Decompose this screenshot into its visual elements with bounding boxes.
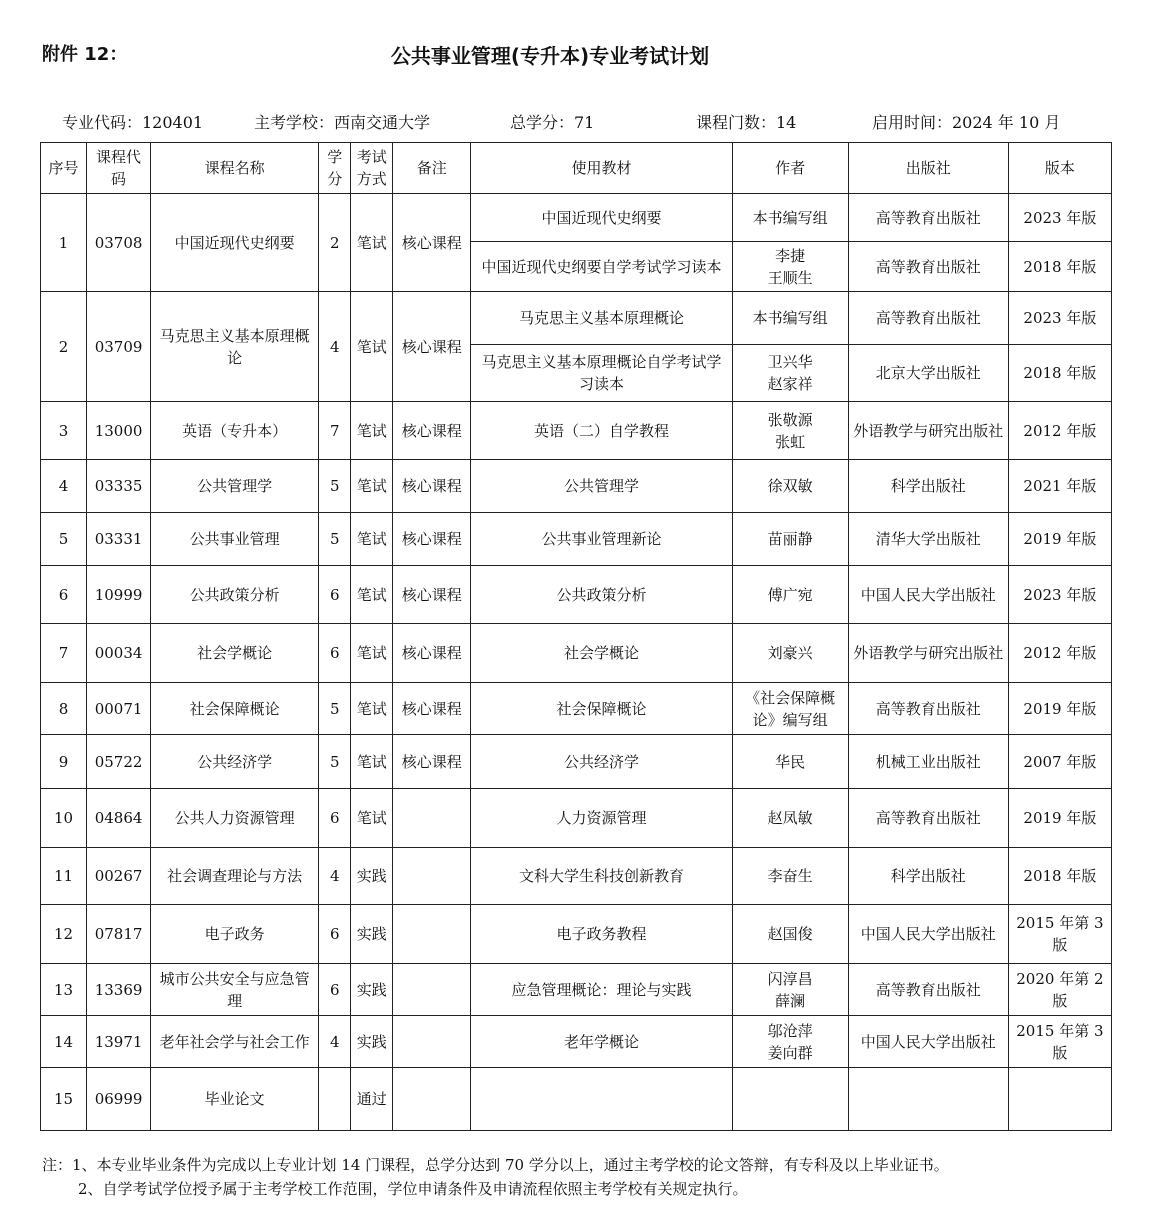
header-exam: 考试方式 (351, 143, 393, 194)
textbook-title: 公共经济学 (471, 735, 732, 789)
textbook-publisher: 科学出版社 (848, 460, 1008, 513)
course-credit: 6 (319, 566, 351, 624)
course-seq: 13 (41, 964, 87, 1016)
header-remark: 备注 (393, 143, 471, 194)
course-credit: 6 (319, 905, 351, 964)
textbook-edition: 2007 年版 (1008, 735, 1111, 789)
course-seq: 5 (41, 513, 87, 566)
course-credit: 6 (319, 964, 351, 1016)
course-seq: 12 (41, 905, 87, 964)
exam-method: 笔试 (351, 735, 393, 789)
course-credit: 5 (319, 683, 351, 735)
course-name: 英语（专升本） (151, 402, 319, 460)
course-remark (393, 905, 471, 964)
textbook-author: 张敬源 张虹 (732, 402, 848, 460)
textbook-publisher: 高等教育出版社 (848, 964, 1008, 1016)
course-credit: 5 (319, 513, 351, 566)
textbook-author: 卫兴华 赵家祥 (732, 345, 848, 402)
course-name: 公共政策分析 (151, 566, 319, 624)
textbook-title: 应急管理概论：理论与实践 (471, 964, 732, 1016)
course-remark: 核心课程 (393, 624, 471, 683)
textbook-author: 徐双敏 (732, 460, 848, 513)
exam-method: 笔试 (351, 624, 393, 683)
table-row (41, 460, 1112, 513)
total-credits: 总学分：71 (510, 113, 595, 132)
textbook-author (732, 1068, 848, 1131)
course-remark: 核心课程 (393, 292, 471, 402)
host-school: 主考学校：西南交通大学 (254, 113, 431, 132)
course-credit: 5 (319, 735, 351, 789)
textbook-publisher: 科学出版社 (848, 848, 1008, 905)
header-credit: 学分 (319, 143, 351, 194)
course-seq: 14 (41, 1016, 87, 1068)
textbook-edition (1008, 1068, 1111, 1131)
course-name: 公共人力资源管理 (151, 789, 319, 848)
textbook-author: 赵凤敏 (732, 789, 848, 848)
course-seq: 6 (41, 566, 87, 624)
textbook-publisher (848, 1068, 1008, 1131)
course-seq: 9 (41, 735, 87, 789)
header-code: 课程代码 (87, 143, 151, 194)
exam-method: 笔试 (351, 683, 393, 735)
course-name: 毕业论文 (151, 1068, 319, 1131)
exam-method: 笔试 (351, 513, 393, 566)
textbook-title: 社会保障概论 (471, 683, 732, 735)
course-seq: 1 (41, 194, 87, 292)
textbook-author: 本书编写组 (732, 292, 848, 345)
textbook-author: 邬沧萍 姜向群 (732, 1016, 848, 1068)
course-code: 00034 (87, 624, 151, 683)
exam-method: 笔试 (351, 194, 393, 292)
course-remark: 核心课程 (393, 566, 471, 624)
course-seq: 2 (41, 292, 87, 402)
textbook-edition: 2020 年第 2 版 (1008, 964, 1111, 1016)
textbook-publisher: 机械工业出版社 (848, 735, 1008, 789)
textbook-edition: 2019 年版 (1008, 683, 1111, 735)
table-header-row (41, 143, 1112, 194)
textbook-author: 闪淳昌 薛澜 (732, 964, 848, 1016)
textbook-edition: 2019 年版 (1008, 513, 1111, 566)
course-code: 13369 (87, 964, 151, 1016)
course-code: 00071 (87, 683, 151, 735)
table-row (41, 905, 1112, 964)
header-seq: 序号 (41, 143, 87, 194)
textbook-title: 电子政务教程 (471, 905, 732, 964)
exam-method: 笔试 (351, 566, 393, 624)
course-name: 社会保障概论 (151, 683, 319, 735)
course-remark: 核心课程 (393, 402, 471, 460)
table-row (41, 1016, 1112, 1068)
table-row (41, 735, 1112, 789)
course-credit: 6 (319, 624, 351, 683)
textbook-publisher: 高等教育出版社 (848, 789, 1008, 848)
header-author: 作者 (732, 143, 848, 194)
textbook-title: 马克思主义基本原理概论 (471, 292, 732, 345)
note-2: 2、自学考试学位授予属于主考学校工作范围，学位申请条件及申请流程依照主考学校有关规定执行。 (78, 1180, 748, 1198)
course-seq: 15 (41, 1068, 87, 1131)
textbook-edition: 2018 年版 (1008, 242, 1111, 292)
course-remark: 核心课程 (393, 460, 471, 513)
course-credit: 7 (319, 402, 351, 460)
exam-method: 笔试 (351, 789, 393, 848)
textbook-publisher: 中国人民大学出版社 (848, 905, 1008, 964)
course-remark (393, 1016, 471, 1068)
textbook-publisher: 高等教育出版社 (848, 194, 1008, 242)
exam-plan-table (40, 142, 1112, 1131)
exam-method: 笔试 (351, 460, 393, 513)
course-name: 社会学概论 (151, 624, 319, 683)
course-name: 城市公共安全与应急管理 (151, 964, 319, 1016)
start-date: 启用时间：2024 年 10 月 (872, 113, 1061, 132)
course-code: 03335 (87, 460, 151, 513)
note-1: 注：1、本专业毕业条件为完成以上专业计划 14 门课程，总学分达到 70 学分以上，通过主考学校的论文答辩，有专科及以上毕业证书。 (42, 1156, 949, 1174)
textbook-publisher: 北京大学出版社 (848, 345, 1008, 402)
textbook-author: 李捷 王顺生 (732, 242, 848, 292)
textbook-author: 赵国俊 (732, 905, 848, 964)
textbook-author: 华民 (732, 735, 848, 789)
table-body (41, 194, 1112, 1131)
course-code: 13971 (87, 1016, 151, 1068)
attachment-label: 附件 12： (42, 44, 128, 65)
course-seq: 10 (41, 789, 87, 848)
exam-method: 实践 (351, 848, 393, 905)
textbook-publisher: 清华大学出版社 (848, 513, 1008, 566)
exam-method: 实践 (351, 964, 393, 1016)
table-row (41, 513, 1112, 566)
course-name: 公共管理学 (151, 460, 319, 513)
textbook-edition: 2012 年版 (1008, 624, 1111, 683)
course-remark: 核心课程 (393, 194, 471, 292)
course-seq: 7 (41, 624, 87, 683)
course-credit: 6 (319, 789, 351, 848)
textbook-edition: 2023 年版 (1008, 292, 1111, 345)
course-seq: 4 (41, 460, 87, 513)
exam-method: 笔试 (351, 402, 393, 460)
course-credit: 4 (319, 292, 351, 402)
textbook-publisher: 高等教育出版社 (848, 292, 1008, 345)
course-name: 中国近现代史纲要 (151, 194, 319, 292)
textbook-author: 傅广宛 (732, 566, 848, 624)
course-code: 03709 (87, 292, 151, 402)
header-book: 使用教材 (471, 143, 732, 194)
textbook-publisher: 高等教育出版社 (848, 242, 1008, 292)
major-code: 专业代码：120401 (62, 113, 204, 132)
textbook-edition: 2023 年版 (1008, 194, 1111, 242)
textbook-edition: 2018 年版 (1008, 848, 1111, 905)
course-code: 04864 (87, 789, 151, 848)
course-code: 10999 (87, 566, 151, 624)
textbook-title: 中国近现代史纲要 (471, 194, 732, 242)
textbook-edition: 2015 年第 3 版 (1008, 905, 1111, 964)
textbook-publisher: 外语教学与研究出版社 (848, 624, 1008, 683)
course-code: 03331 (87, 513, 151, 566)
course-code: 06999 (87, 1068, 151, 1131)
textbook-author: 本书编写组 (732, 194, 848, 242)
table-row (41, 964, 1112, 1016)
textbook-edition: 2012 年版 (1008, 402, 1111, 460)
header-edition: 版本 (1008, 143, 1111, 194)
header-name: 课程名称 (151, 143, 319, 194)
course-code: 03708 (87, 194, 151, 292)
textbook-title: 公共政策分析 (471, 566, 732, 624)
textbook-publisher: 中国人民大学出版社 (848, 566, 1008, 624)
course-credit: 2 (319, 194, 351, 292)
table-row (41, 1068, 1112, 1131)
textbook-title (471, 1068, 732, 1131)
course-seq: 11 (41, 848, 87, 905)
textbook-title: 公共事业管理新论 (471, 513, 732, 566)
exam-method: 通过 (351, 1068, 393, 1131)
course-credit (319, 1068, 351, 1131)
textbook-author: 苗丽静 (732, 513, 848, 566)
textbook-edition: 2021 年版 (1008, 460, 1111, 513)
page-title: 公共事业管理(专升本)专业考试计划 (390, 44, 710, 68)
header-publisher: 出版社 (848, 143, 1008, 194)
textbook-edition: 2015 年第 3 版 (1008, 1016, 1111, 1068)
course-credit: 4 (319, 848, 351, 905)
course-code: 07817 (87, 905, 151, 964)
table-row (41, 683, 1112, 735)
textbook-title: 社会学概论 (471, 624, 732, 683)
course-seq: 8 (41, 683, 87, 735)
course-code: 13000 (87, 402, 151, 460)
textbook-title: 马克思主义基本原理概论自学考试学习读本 (471, 345, 732, 402)
course-name: 社会调查理论与方法 (151, 848, 319, 905)
table-row (41, 566, 1112, 624)
textbook-title: 公共管理学 (471, 460, 732, 513)
textbook-author: 李奋生 (732, 848, 848, 905)
exam-method: 实践 (351, 1016, 393, 1068)
course-remark: 核心课程 (393, 513, 471, 566)
course-credit: 5 (319, 460, 351, 513)
textbook-author: 刘豪兴 (732, 624, 848, 683)
textbook-publisher: 外语教学与研究出版社 (848, 402, 1008, 460)
course-name: 老年社会学与社会工作 (151, 1016, 319, 1068)
course-name: 公共事业管理 (151, 513, 319, 566)
course-code: 05722 (87, 735, 151, 789)
textbook-publisher: 中国人民大学出版社 (848, 1016, 1008, 1068)
textbook-edition: 2019 年版 (1008, 789, 1111, 848)
textbook-title: 文科大学生科技创新教育 (471, 848, 732, 905)
course-name: 公共经济学 (151, 735, 319, 789)
course-code: 00267 (87, 848, 151, 905)
textbook-edition: 2023 年版 (1008, 566, 1111, 624)
course-count: 课程门数：14 (696, 113, 797, 132)
table-row (41, 624, 1112, 683)
course-remark (393, 964, 471, 1016)
course-remark: 核心课程 (393, 735, 471, 789)
textbook-edition: 2018 年版 (1008, 345, 1111, 402)
table-row (41, 402, 1112, 460)
table-row (41, 848, 1112, 905)
course-remark (393, 1068, 471, 1131)
table-row (41, 194, 1112, 242)
course-remark (393, 848, 471, 905)
exam-method: 笔试 (351, 292, 393, 402)
table-row (41, 292, 1112, 345)
course-remark (393, 789, 471, 848)
textbook-publisher: 高等教育出版社 (848, 683, 1008, 735)
course-remark: 核心课程 (393, 683, 471, 735)
course-name: 马克思主义基本原理概论 (151, 292, 319, 402)
textbook-title: 老年学概论 (471, 1016, 732, 1068)
course-name: 电子政务 (151, 905, 319, 964)
table-row (41, 789, 1112, 848)
textbook-title: 人力资源管理 (471, 789, 732, 848)
textbook-author: 《社会保障概论》编写组 (732, 683, 848, 735)
exam-method: 实践 (351, 905, 393, 964)
course-credit: 4 (319, 1016, 351, 1068)
textbook-title: 中国近现代史纲要自学考试学习读本 (471, 242, 732, 292)
course-seq: 3 (41, 402, 87, 460)
textbook-title: 英语（二）自学教程 (471, 402, 732, 460)
